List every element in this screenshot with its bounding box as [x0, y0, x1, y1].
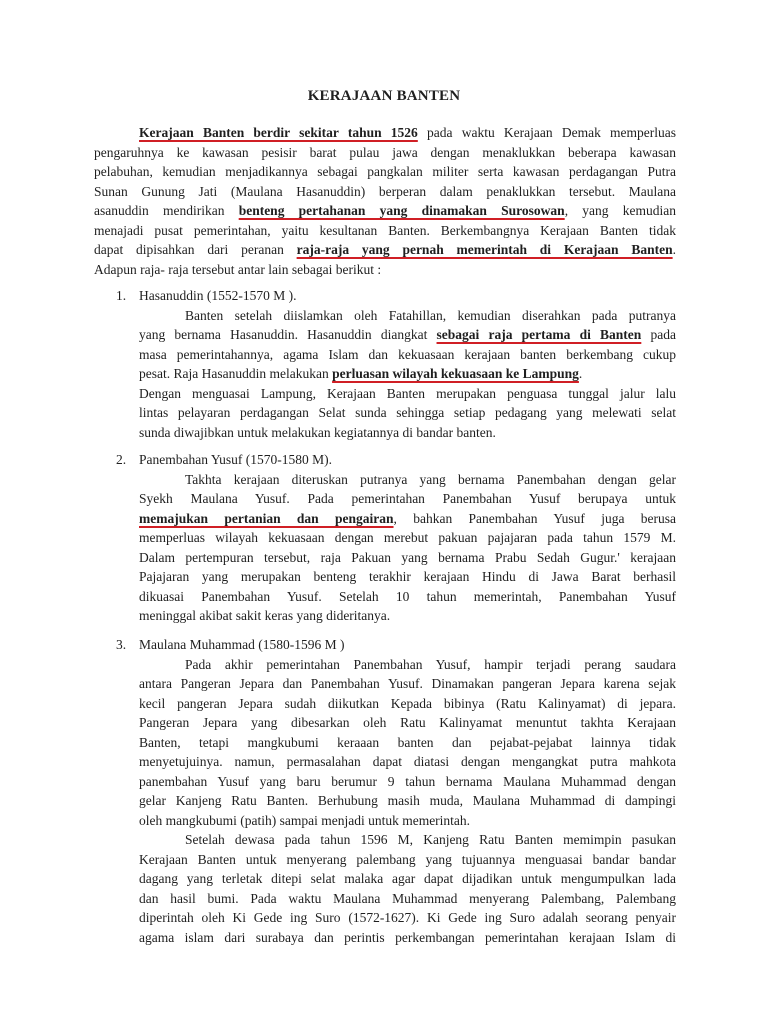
- body-line: [139, 714, 676, 733]
- intro-line: [94, 261, 676, 280]
- text-run: agama islam dari surabaya dan perintis perkembangan pemerintahan kerajaan Islam di: [139, 929, 676, 945]
- text-run: Syekh Maulana Yusuf. Pada pemerintahan Panembahan Yusuf berupaya untuk: [139, 491, 676, 506]
- text-run: memperluas wilayah kekuasaan dengan merebut pakuan pajajaran pada tahun 1579 M.: [139, 530, 676, 545]
- body-line: [139, 773, 676, 792]
- body-line: [139, 753, 676, 772]
- text-run: Dalam pertempuran tersebut, raja Pakuan yang bernama Prabu Sedah Gugur.' kerajaan: [139, 549, 676, 565]
- text-run: pengaruhnya ke kawasan pesisir barat pulau jawa dengan menaklukkan beberapa kawasan: [94, 144, 676, 160]
- intro-line: [94, 183, 676, 202]
- text-run: pesat. Raja Hasanuddin melakukan: [139, 366, 333, 381]
- body-line: [139, 424, 676, 443]
- text-run: , bahkan Panembahan Yusuf juga berusa: [393, 510, 676, 526]
- text-run: menyetujuinya. namun, permasalahan dapat diatasi dengan mengangkat putra mahkota: [139, 754, 676, 769]
- body-line: [139, 365, 676, 384]
- body-line: [139, 568, 676, 587]
- text-run: dikuasai Panembahan Yusuf. Setelah 10 tahun memerintah, Panembahan Yusuf: [139, 588, 676, 604]
- intro-line: [94, 163, 676, 182]
- text-run: diperintah oleh Ki Gede ing Suro (1572-1627). Ki Gede ing Suro adalah seorang penyair: [139, 910, 676, 925]
- text-run: dapat dipisahkan dari peranan: [94, 242, 297, 257]
- body-line: [185, 656, 676, 675]
- text-run: yang bernama Hasanuddin. Hasanuddin diangkat: [139, 327, 437, 342]
- body-line: [139, 549, 676, 568]
- intro-line: [94, 144, 676, 163]
- body-line: [139, 734, 676, 753]
- list-number: 3.: [116, 637, 127, 652]
- text-run: Kerajaan Banten untuk menyerang palembang yang tujuannya menguasai bandar bandar: [139, 851, 676, 867]
- text-run: .: [672, 242, 676, 257]
- underlined-phrase: Kerajaan Banten berdir sekitar tahun 1526: [139, 125, 418, 140]
- intro-line: [94, 241, 676, 260]
- intro-line: [139, 124, 676, 143]
- text-run: Banten setelah diislamkan oleh Fatahillan, kemudian diserahkan pada putranya: [185, 307, 676, 323]
- body-line: [139, 929, 676, 948]
- intro-line: [94, 202, 676, 221]
- list-number: 1.: [116, 288, 127, 303]
- text-run: Adapun raja- raja tersebut antar lain sebagai berikut :: [94, 261, 382, 277]
- underlined-phrase: perluasan wilayah kekuasaan ke Lampung: [332, 366, 579, 381]
- body-line: [139, 812, 676, 831]
- text-run: gelar Kanjeng Ratu Banten. Berhubung masih muda, Maulana Muhammad di dampingi: [139, 793, 676, 808]
- text-run: oleh mangkubumi (patih) sampai menjadi untuk memerintah.: [139, 812, 471, 828]
- text-run: , yang kemudian: [564, 203, 676, 218]
- body-line: [139, 588, 676, 607]
- text-run: Dengan menguasai Lampung, Kerajaan Banten merupakan penguasa tunggal jalur lalu: [139, 385, 676, 401]
- text-run: Pangeran Jepara yang dibesarkan oleh Ratu Kalinyamat menuntut takhta Kerajaan: [139, 715, 676, 730]
- text-run: menajadi pusat pemerintahan, yaitu kesultanan Banten. Berkembangnya Kerajaan Banten tidak: [94, 222, 676, 238]
- body-line: [139, 870, 676, 889]
- body-line: [139, 404, 676, 423]
- body-line: [139, 890, 676, 909]
- text-run: Setelah dewasa pada tahun 1596 M, Kanjeng Ratu Banten memimpin pasukan: [185, 832, 676, 847]
- text-run: pada: [641, 327, 676, 342]
- text-run: Pajajaran yang merupakan benteng terakhir kerajaan Hindu di Jawa Barat berhasil: [139, 569, 676, 584]
- text-run: Sunan Gunung Jati (Maulana Hasanuddin) berperan dalam penaklukkan tersebut. Maulana: [94, 183, 676, 199]
- underlined-phrase: raja-raja yang pernah memerintah di Kerajaan Banten: [296, 242, 673, 257]
- underlined-phrase: sebagai raja pertama di Banten: [436, 327, 642, 342]
- body-line: [139, 695, 676, 714]
- body-line: [185, 471, 676, 490]
- text-run: dan hasil bumi. Pada waktu Maulana Muhammad menyerang Palembang, Palembang: [139, 890, 676, 906]
- text-run: kecil pangeran Jepara sudah diikutkan Kepada bibinya (Ratu Kalinyamat) di jepara.: [139, 695, 676, 711]
- list-number: 2.: [116, 452, 127, 467]
- text-run: Takhta kerajaan diteruskan putranya yang bernama Panembahan dengan gelar: [185, 471, 676, 487]
- text-run: .: [578, 366, 583, 381]
- text-run: sunda diwajibkan untuk melakukan kegiatannya di bandar banten.: [139, 424, 496, 440]
- body-line: [139, 490, 676, 509]
- body-line: [185, 831, 676, 850]
- body-line: [139, 326, 676, 345]
- text-run: panembahan Yusuf yang baru berumur 9 tahun bernama Maulana Muhammad dengan: [139, 773, 676, 789]
- text-run: masa pemerintahannya, agama Islam dan kekuasaan kerajaan banten berkembang cukup: [139, 346, 676, 362]
- body-line: [139, 851, 676, 870]
- intro-line: [94, 222, 676, 241]
- text-run: lintas pelayaran perdagangan Selat sunda sehingga setiap pedagang yang melewati selat: [139, 405, 676, 420]
- body-line: [139, 510, 676, 529]
- body-line: [139, 529, 676, 548]
- text-run: Pada akhir pemerintahan Panembahan Yusuf, hampir terjadi perang saudara: [185, 656, 676, 672]
- body-line: [139, 346, 676, 365]
- underlined-phrase: memajukan pertanian dan pengairan: [139, 510, 394, 526]
- ruler-heading: Hasanuddin (1552-1570 M ).: [139, 288, 297, 303]
- underlined-phrase: benteng pertahanan yang dinamakan Surosowan: [238, 203, 565, 218]
- body-line: [139, 675, 676, 694]
- body-line: [185, 307, 676, 326]
- document-title: KERAJAAN BANTEN: [307, 88, 461, 104]
- text-run: antara Pangeran Jepara dan Panembahan Yusuf. Dinamakan pangeran Jepara karena sejak: [139, 676, 676, 691]
- ruler-heading: Maulana Muhammad (1580-1596 M ): [139, 637, 345, 652]
- text-run: asanuddin mendirikan: [94, 203, 239, 218]
- text-run: Banten, tetapi mangkubumi keraaan banten dan pejabat-pejabat lainnya tidak: [139, 734, 676, 750]
- ruler-heading: Panembahan Yusuf (1570-1580 M).: [139, 452, 332, 467]
- body-line: [139, 385, 676, 404]
- body-line: [139, 607, 676, 626]
- text-run: meninggal akibat sakit keras yang dideritanya.: [139, 608, 391, 623]
- text-run: pada waktu Kerajaan Demak memperluas: [417, 125, 677, 140]
- body-line: [139, 792, 676, 811]
- text-run: dagang yang terletak ditepi selat malaka agar dapat dijadikan untuk mengumpulkan lada: [139, 871, 676, 886]
- text-run: pelabuhan, kemudian menjadikannya sebagai pangkalan militer serta kawasan perdagangan Putra: [94, 164, 676, 179]
- body-line: [139, 909, 676, 928]
